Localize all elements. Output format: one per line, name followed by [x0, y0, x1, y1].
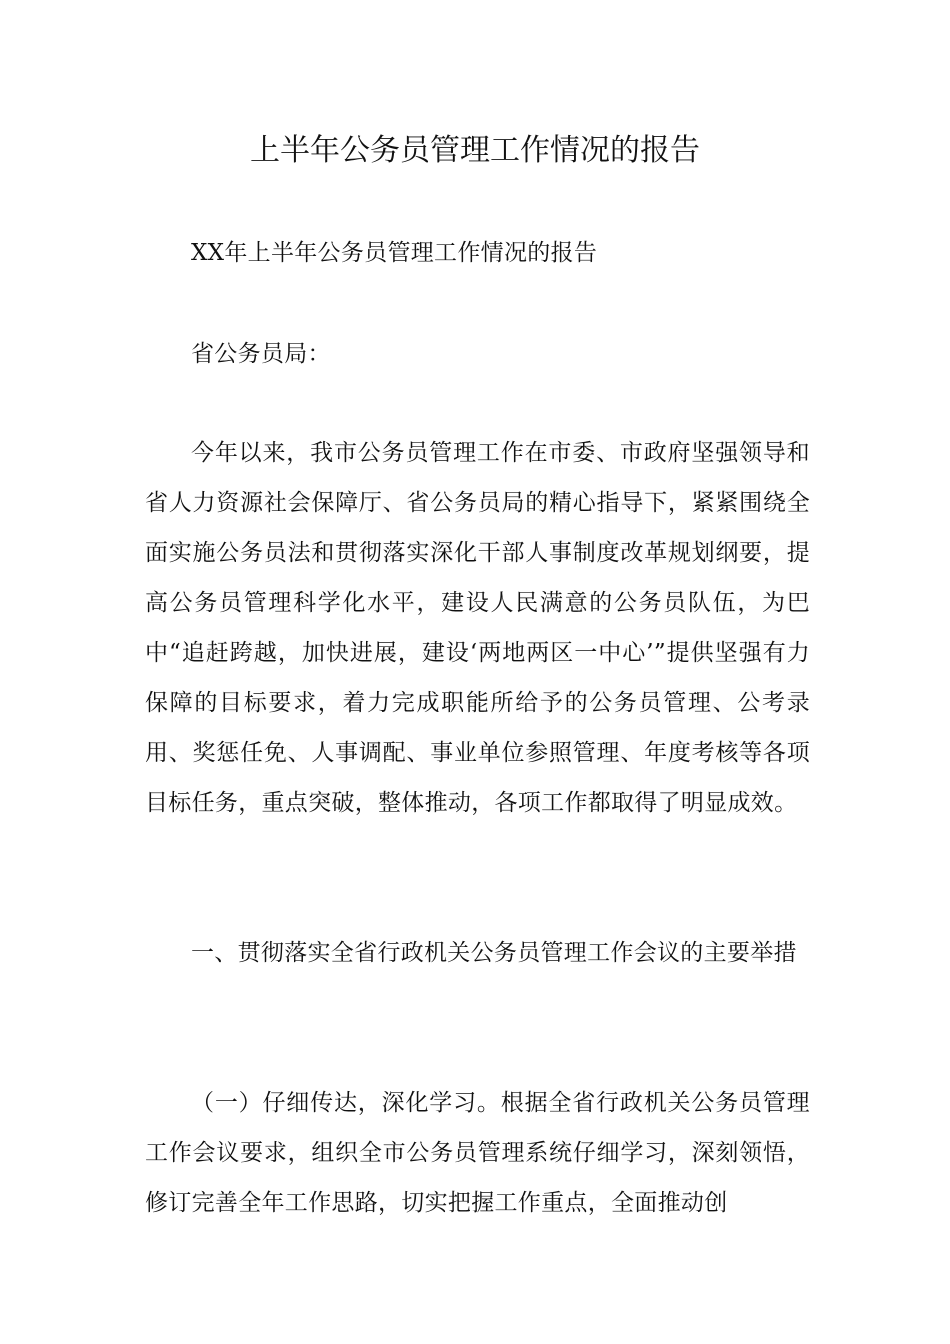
section-heading: 一、贯彻落实全省行政机关公务员管理工作会议的主要举措 [191, 940, 797, 966]
report-subtitle: XX年上半年公务员管理工作情况的报告 [191, 240, 598, 266]
salutation: 省公务员局： [191, 341, 331, 367]
document-title: 上半年公务员管理工作情况的报告 [250, 133, 700, 168]
subsection-paragraph: （一）仔细传达，深化学习。根据全省行政机关公务员管理工作会议要求，组织全市公务员管理系统仔细学习，深刻领悟，修订完善全年工作思路，切实把握工作重点，全面推动创 [145, 1090, 810, 1216]
body-paragraph: 今年以来，我市公务员管理工作在市委、市政府坚强领导和省人力资源社会保障厅、省公务员局的精心指导下，紧紧围绕全面实施公务员法和贯彻落实深化干部人事制度改革规划纲要，提高公务员管理科学化水平，建设人民满意的公务员队伍，为巴中“追赶跨越，加快进展，建设‘两地两区一中心’”提供坚强有力保障的目标要求，着力完成职能所给予的公务员管理、公考录用、奖惩任免、人事调配、事业单位参照管理、年度考核等各项目标任务，重点突破，整体推动，各项工作都取得了明显成效。 [145, 440, 810, 816]
